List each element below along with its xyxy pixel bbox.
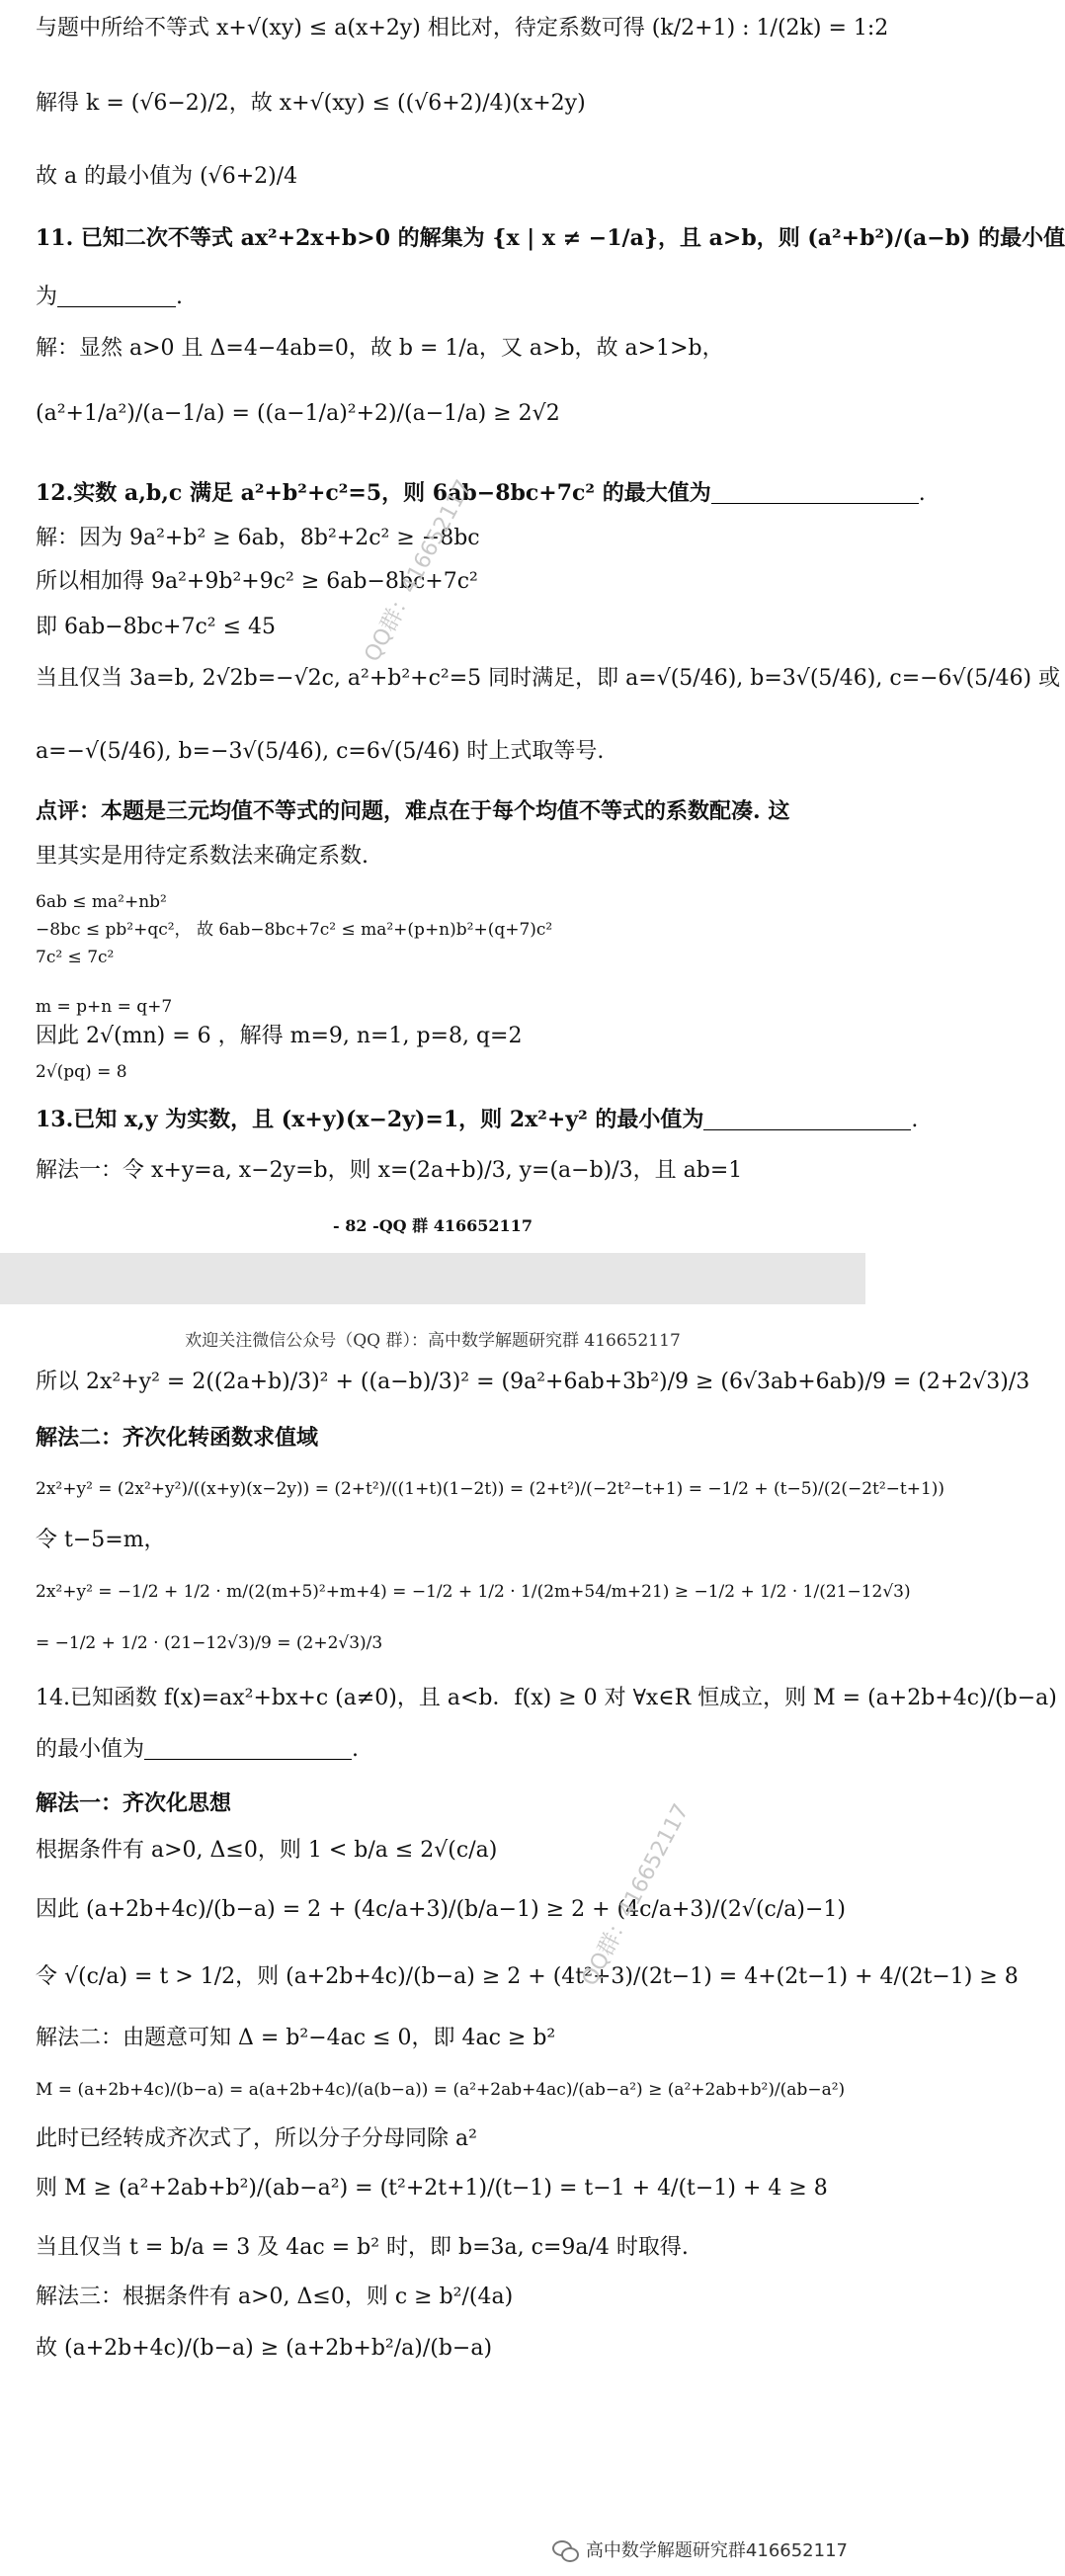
method-heading: 解法二：齐次化转函数求值域	[36, 1425, 319, 1451]
method-heading: 解法一：齐次化思想	[36, 1790, 232, 1816]
text-line: 7c² ≤ 7c²	[36, 948, 115, 967]
text-line: 则 M ≥ (a²+2ab+b²)/(ab−a²) = (t²+2t+1)/(t−1) = t−1 + 4/(t−1) + 4 ≥ 8	[36, 2176, 828, 2201]
page-82	[0, 0, 1065, 1253]
answer-blank	[144, 1737, 352, 1760]
text-line: 因此 2√(mn) = 6 ，解得 m=9, n=1, p=8, q=2	[36, 1024, 523, 1048]
problem-12: 12.实数 a,b,c 满足 a²+b²+c²=5，则 6ab−8bc+7c² 的最大值为 .	[36, 480, 926, 506]
text-line: 令 √(c/a) = t > 1/2，则 (a+2b+4c)/(b−a) ≥ 2 + (4t²+3)/(2t−1) = 4+(2t−1) + 4/(2t−1) ≥ 8	[36, 1964, 1019, 1989]
answer-blank	[57, 285, 176, 307]
text-line: 此时已经转成齐次式了，所以分子分母同除 a²	[36, 2126, 477, 2151]
method-heading: 解法二：由题意可知 Δ = b²−4ac ≤ 0，即 4ac ≥ b²	[36, 2026, 556, 2050]
text-line: 故 (a+2b+4c)/(b−a) ≥ (a+2b+b²/a)/(b−a)	[36, 2336, 493, 2361]
text-line: 令 t−5=m，	[36, 1528, 166, 1552]
method-heading: 解法三：根据条件有 a>0, Δ≤0，则 c ≥ b²/(4a)	[36, 2285, 514, 2309]
wechat-label: 高中数学解题研究群416652117	[585, 2540, 848, 2561]
text-line: (a²+1/a²)/(a−1/a) = ((a−1/a)²+2)/(a−1/a) ≥ 2√2	[36, 401, 560, 426]
text-line: 因此 (a+2b+4c)/(b−a) = 2 + (4c/a+3)/(b/a−1) ≥ 2 + (4c/a+3)/(2√(c/a)−1)	[36, 1897, 846, 1922]
problem-13: 13.已知 x,y 为实数，且 (x+y)(x−2y)=1，则 2x²+y² 的最小值为 .	[36, 1107, 919, 1132]
text-line: 与题中所给不等式 x+√(xy) ≤ a(x+2y) 相比对，待定系数可得 (k/2+1) : 1/(2k) = 1:2	[36, 16, 889, 41]
text-line: M = (a+2b+4c)/(b−a) = a(a+2b+4c)/(a(b−a)) = (a²+2ab+4ac)/(ab−a²) ≥ (a²+2ab+b²)/(ab−a²)	[36, 2080, 846, 2100]
text-line: 所以 2x²+y² = 2((2a+b)/3)² + ((a−b)/3)² = (9a²+6ab+3b²)/9 ≥ (6√3ab+6ab)/9 = (2+2√3)/3	[36, 1370, 1030, 1394]
text-line: 当且仅当 3a=b, 2√2b=−√2c, a²+b²+c²=5 同时满足，即 a=√(5/46), b=3√(5/46), c=−6√(5/46) 或	[36, 666, 1061, 691]
wechat-icon	[552, 2538, 578, 2560]
text-line: 解：因为 9a²+b² ≥ 6ab，8b²+2c² ≥ −8bc	[36, 526, 480, 550]
text-line: m = p+n = q+7	[36, 997, 173, 1017]
text-line: 解：显然 a>0 且 Δ=4−4ab=0，故 b = 1/a，又 a>b，故 a>1>b，	[36, 336, 724, 361]
text-line: 6ab ≤ ma²+nb²	[36, 892, 167, 912]
text-line: 解得 k = (√6−2)/2，故 x+√(xy) ≤ ((√6+2)/4)(x+2y)	[36, 91, 586, 116]
text-line: 解法一：令 x+y=a, x−2y=b，则 x=(2a+b)/3, y=(a−b)/3，且 ab=1	[36, 1158, 743, 1183]
text-line: 2√(pq) = 8	[36, 1062, 127, 1082]
text-line: 的最小值为 .	[36, 1737, 360, 1762]
wechat-account-tag	[552, 2536, 848, 2562]
answer-blank	[703, 1108, 911, 1130]
problem-14: 14.已知函数 f(x)=ax²+bx+c (a≠0)，且 a<b．f(x) ≥ 0 对 ∀x∈R 恒成立，则 M = (a+2b+4c)/(b−a)	[36, 1686, 1057, 1710]
page-separator	[0, 1253, 865, 1304]
text-line: 根据条件有 a>0, Δ≤0，则 1 < b/a ≤ 2√(c/a)	[36, 1838, 498, 1863]
watermark: QQ群：416652117	[360, 475, 477, 667]
text-line: 所以相加得 9a²+9b²+9c² ≥ 6ab−8bc+7c²	[36, 569, 478, 594]
text-line: −8bc ≤ pb²+qc²， 故 6ab−8bc+7c² ≤ ma²+(p+n)b²+(q+7)c²	[36, 920, 553, 940]
page-header: 欢迎关注微信公众号（QQ 群）：高中数学解题研究群 416652117	[185, 1331, 681, 1351]
text-line: 2x²+y² = (2x²+y²)/((x+y)(x−2y)) = (2+t²)/((1+t)(1−2t)) = (2+t²)/(−2t²−t+1) = −1/2 + (t−5)/(2(−2t²−t+1))	[36, 1479, 945, 1499]
text-line: 故 a 的最小值为 (√6+2)/4	[36, 164, 298, 189]
page-footer: - 82 -QQ 群 416652117	[333, 1216, 532, 1235]
text-line: a=−√(5/46), b=−3√(5/46), c=6√(5/46) 时上式取等号.	[36, 739, 605, 764]
page-83	[0, 1304, 1057, 2576]
answer-blank	[711, 481, 919, 504]
text-line: = −1/2 + 1/2 · (21−12√3)/9 = (2+2√3)/3	[36, 1633, 383, 1653]
text-line: 当且仅当 t = b/a = 3 及 4ac = b² 时，即 b=3a, c=9a/4 时取得.	[36, 2235, 689, 2260]
problem-11: 11. 已知二次不等式 ax²+2x+b>0 的解集为 {x | x ≠ −1/a}，且 a>b，则 (a²+b²)/(a−b) 的最小值	[36, 225, 1065, 251]
text-line: 2x²+y² = −1/2 + 1/2 · m/(2(m+5)²+m+4) = −1/2 + 1/2 · 1/(2m+54/m+21) ≥ −1/2 + 1/2 · 1/(21−12√3)	[36, 1582, 911, 1602]
comment: 点评：本题是三元均值不等式的问题，难点在于每个均值不等式的系数配凑. 这	[36, 798, 790, 824]
text-line: 即 6ab−8bc+7c² ≤ 45	[36, 615, 277, 639]
text-line: 为 .	[36, 285, 184, 309]
watermark: QQ群：416652117	[577, 1799, 695, 1991]
text-line: 里其实是用待定系数法来确定系数.	[36, 844, 369, 869]
